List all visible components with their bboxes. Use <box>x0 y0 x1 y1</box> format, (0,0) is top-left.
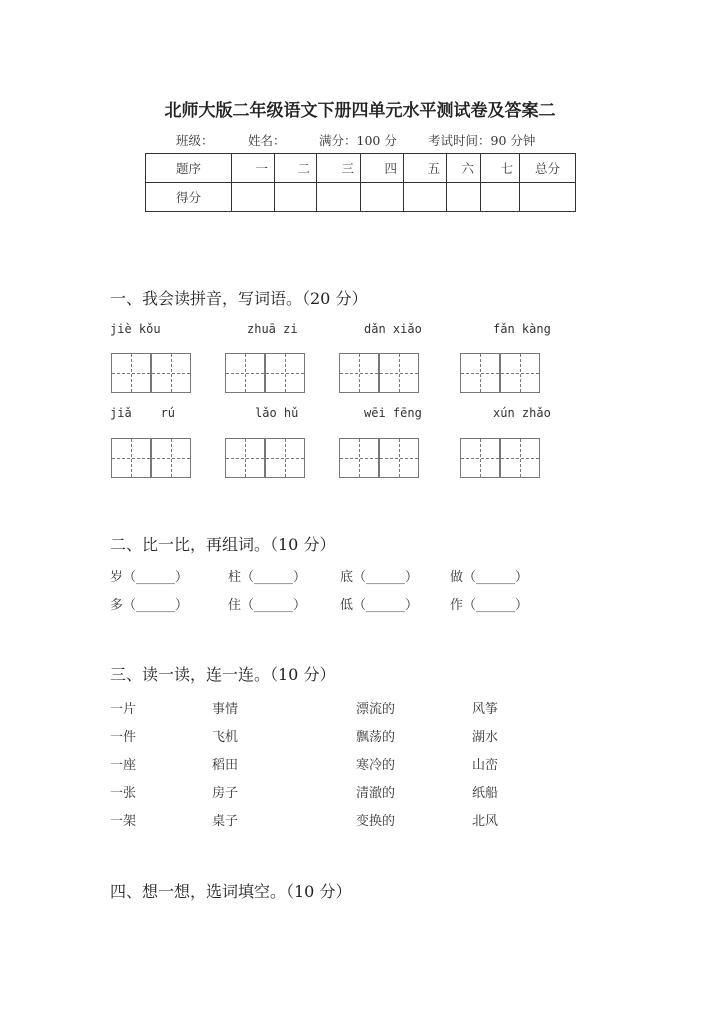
score-cell[interactable] <box>361 183 404 212</box>
table-header-cell: 总分 <box>520 154 576 183</box>
score-cell[interactable] <box>404 183 447 212</box>
match-item[interactable]: 变换的 <box>356 814 396 829</box>
match-item[interactable]: 稻田 <box>212 758 239 773</box>
score-cell[interactable] <box>232 183 275 212</box>
pinyin: zhuā zi <box>247 322 298 336</box>
score-cell[interactable] <box>317 183 361 212</box>
match-item[interactable]: 飞机 <box>212 730 239 745</box>
word-blank[interactable]: 作（______） <box>450 598 529 613</box>
table-header-cell: 题序 <box>146 154 232 183</box>
word-blank[interactable]: 柱（______） <box>228 570 307 585</box>
match-item[interactable]: 飘荡的 <box>356 730 396 745</box>
match-item[interactable]: 风筝 <box>472 702 499 717</box>
pinyin: jiǎ rú <box>110 406 176 420</box>
table-header-cell: 四 <box>361 154 404 183</box>
section-1-heading: 一、我会读拼音，写词语。（20 分） <box>110 289 368 308</box>
table-header-cell: 七 <box>481 154 520 183</box>
match-item[interactable]: 一片 <box>110 702 137 717</box>
match-item[interactable]: 一架 <box>110 814 137 829</box>
score-cell[interactable] <box>481 183 520 212</box>
class-label: 班级： <box>176 133 214 148</box>
writing-grid[interactable] <box>460 438 540 477</box>
writing-grid[interactable] <box>339 438 419 477</box>
score-cell[interactable] <box>275 183 317 212</box>
pinyin: xún zhǎo <box>493 406 551 420</box>
exam-time-label: 考试时间：90 分钟 <box>428 133 536 148</box>
match-item[interactable]: 一座 <box>110 758 137 773</box>
pinyin: wēi fēng <box>364 406 422 420</box>
writing-grid[interactable] <box>460 353 540 392</box>
word-blank[interactable]: 做（______） <box>450 570 529 585</box>
name-label: 姓名： <box>248 133 286 148</box>
full-score-label: 满分：100 分 <box>319 133 397 148</box>
table-header-cell: 三 <box>317 154 361 183</box>
word-blank[interactable]: 底（______） <box>340 570 419 585</box>
match-item[interactable]: 一张 <box>110 786 137 801</box>
word-blank[interactable]: 多（______） <box>110 598 189 613</box>
word-blank[interactable]: 岁（______） <box>110 570 189 585</box>
section-4-heading: 四、想一想，选词填空。（10 分） <box>110 882 352 901</box>
match-item[interactable]: 纸船 <box>472 786 499 801</box>
table-header-cell: 二 <box>275 154 317 183</box>
match-item[interactable]: 北风 <box>472 814 499 829</box>
table-row <box>146 154 576 183</box>
word-blank[interactable]: 住（______） <box>228 598 307 613</box>
match-item[interactable]: 山峦 <box>472 758 499 773</box>
score-row-label: 得分 <box>146 183 232 212</box>
pinyin: lǎo hǔ <box>255 406 299 420</box>
match-item[interactable]: 一件 <box>110 730 137 745</box>
match-item[interactable]: 桌子 <box>212 814 239 829</box>
page-title: 北师大版二年级语文下册四单元水平测试卷及答案二 <box>164 101 556 121</box>
writing-grid[interactable] <box>225 353 305 392</box>
section-3-heading: 三、读一读，连一连。（10 分） <box>110 665 336 684</box>
section-2-heading: 二、比一比，再组词。（10 分） <box>110 535 336 554</box>
writing-grid[interactable] <box>111 353 191 392</box>
score-cell[interactable] <box>520 183 576 212</box>
match-item[interactable]: 漂流的 <box>356 702 396 717</box>
score-cell[interactable] <box>447 183 481 212</box>
match-item[interactable]: 湖水 <box>472 730 499 745</box>
score-table <box>145 153 576 212</box>
pinyin: fǎn kàng <box>493 322 551 336</box>
table-header-cell: 一 <box>232 154 275 183</box>
pinyin: dǎn xiǎo <box>364 322 422 336</box>
writing-grid[interactable] <box>225 438 305 477</box>
table-header-cell: 六 <box>447 154 481 183</box>
table-header-cell: 五 <box>404 154 447 183</box>
writing-grid[interactable] <box>111 438 191 477</box>
table-row <box>146 183 576 212</box>
match-item[interactable]: 事情 <box>212 702 239 717</box>
pinyin: jiè kǒu <box>110 322 161 336</box>
writing-grid[interactable] <box>339 353 419 392</box>
word-blank[interactable]: 低（______） <box>340 598 419 613</box>
match-item[interactable]: 寒冷的 <box>356 758 396 773</box>
match-item[interactable]: 清澈的 <box>356 786 396 801</box>
match-item[interactable]: 房子 <box>212 786 239 801</box>
